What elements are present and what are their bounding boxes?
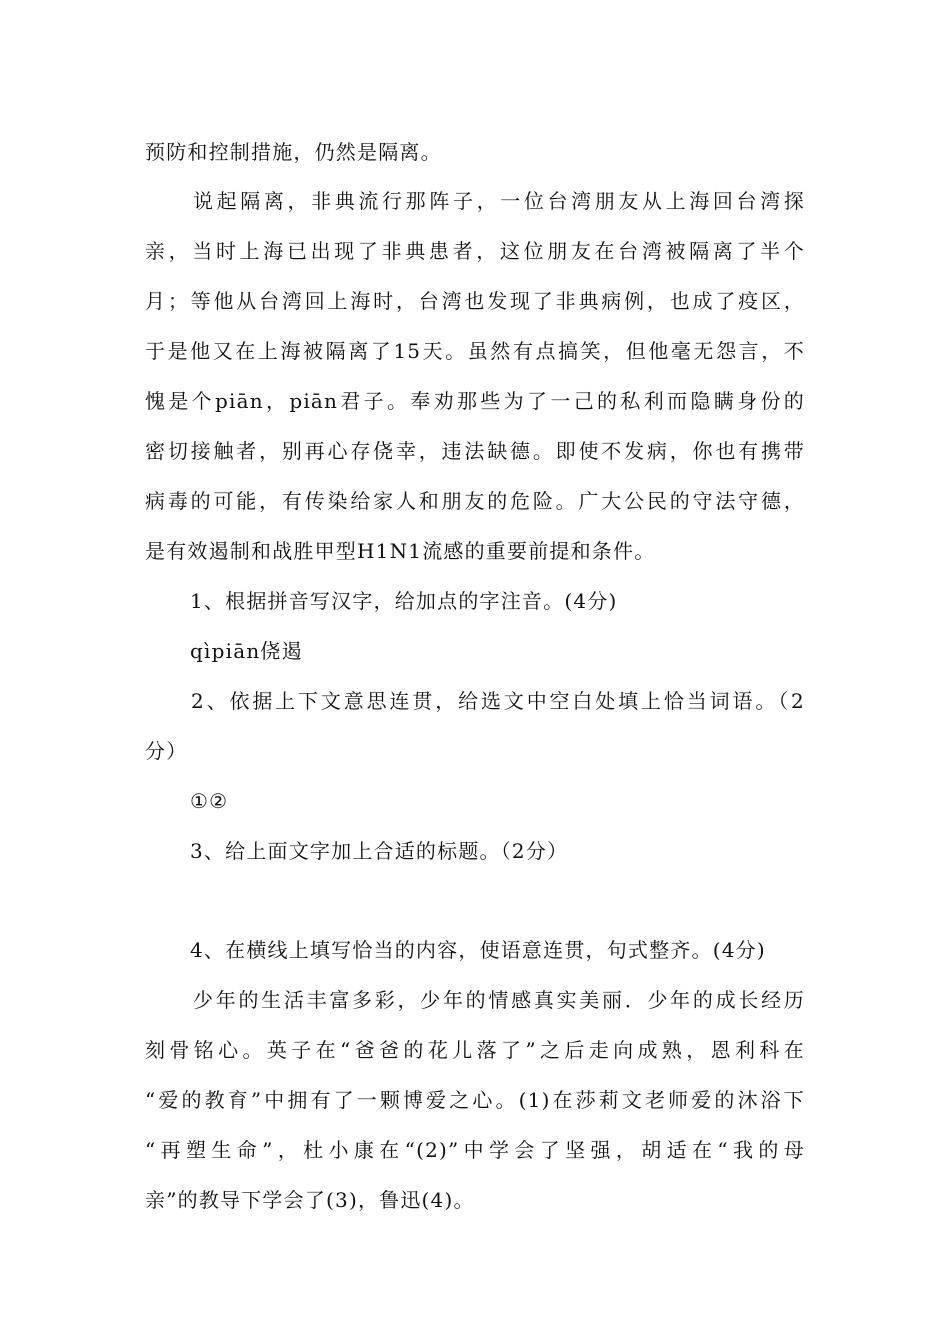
paragraph-line: 月；等他从台湾回上海时，台湾也发现了非典病例，也成了疫区， — [145, 289, 805, 313]
paragraph-line: 亲，当时上海已出现了非典患者，这位朋友在台湾被隔离了半个 — [145, 239, 805, 263]
text-line: 预防和控制措施，仍然是隔离。 — [145, 140, 442, 164]
question-1: 1、根据拼音写汉字，给加点的字注音。(4分) — [190, 589, 618, 613]
paragraph-line: 少年的生活丰富多彩，少年的情感真实美丽．少年的成长经历 — [193, 988, 805, 1012]
paragraph-line: 说起隔离，非典流行那阵子，一位台湾朋友从上海回台湾探 — [193, 189, 805, 213]
question-1-items: qìpiān侥遏 — [190, 639, 303, 663]
question-2: 2、依据上下文意思连贯，给选文中空白处填上恰当词语。（2 — [191, 689, 805, 713]
question-2-blanks: ①② — [190, 789, 229, 813]
paragraph-line: 亲”的教导下学会了(3)，鲁迅(4)。 — [145, 1188, 475, 1212]
question-3: 3、给上面文字加上合适的标题。（2分） — [190, 839, 569, 863]
paragraph-line: “再塑生命”，杜小康在“(2)”中学会了坚强，胡适在“我的母 — [145, 1138, 805, 1162]
paragraph-line: 病毒的可能，有传染给家人和朋友的危险。广大公民的守法守德， — [145, 489, 805, 513]
paragraph-line: 愧是个piān，piān君子。奉劝那些为了一己的私利而隐瞒身份的 — [145, 389, 805, 413]
question-2-continued: 分） — [145, 739, 188, 763]
paragraph-line: 刻骨铭心。英子在“爸爸的花儿落了”之后走向成熟，恩利科在 — [145, 1038, 805, 1062]
paragraph-line: 于是他又在上海被隔离了15天。虽然有点搞笑，但他毫无怨言，不 — [145, 339, 805, 363]
paragraph-line: 密切接触者，别再心存侥幸，违法缺德。即使不发病，你也有携带 — [145, 439, 805, 463]
question-4: 4、在横线上填写恰当的内容，使语意连贯，句式整齐。(4分) — [190, 938, 766, 962]
paragraph-line: “爱的教育”中拥有了一颗博爱之心。(1)在莎莉文老师爱的沐浴下 — [145, 1088, 805, 1112]
paragraph-line: 是有效遏制和战胜甲型H1N1流感的重要前提和条件。 — [145, 539, 656, 563]
